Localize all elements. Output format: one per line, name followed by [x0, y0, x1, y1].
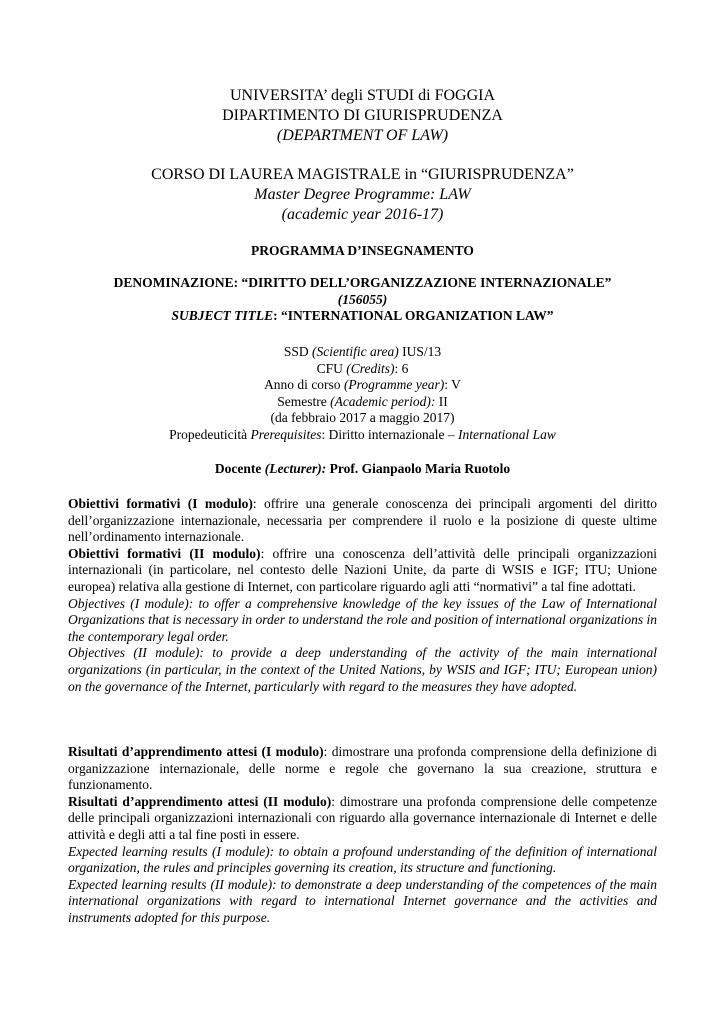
semestre-line [68, 394, 657, 411]
denominazione-value: : “DIRITTO DELL’ORGANIZZAZIONE INTERNAZIONALE” [233, 275, 612, 290]
course-code: (156055) [337, 291, 388, 307]
objectives-module-2-label: Obiettivi formativi (II modulo) [68, 545, 261, 561]
objectives-module-1 [68, 496, 657, 546]
period-line: (da febbraio 2017 a maggio 2017) [270, 410, 455, 426]
academic-year: (academic year 2016-17) [281, 206, 444, 223]
programma-title: PROGRAMMA D’INSEGNAMENTO [251, 243, 474, 258]
objectives-module-2 [68, 546, 657, 596]
results-module-2-text: : dimostrare una profonda comprensione delle competenze delle principali organizzazioni internazionali con riguardo alla governance internazionale di Internet e delle attività e degli atti a tal fine posti in essere. [68, 793, 657, 842]
semestre-label-en: (Academic period): [330, 393, 436, 409]
ssd-value: IUS/13 [398, 344, 442, 359]
results-module-1-en: Expected learning results (I module): to obtain a profound understanding of the definition of international organization, the rules and principles governing its creation, its structure and functioning. [68, 843, 657, 876]
university-name: UNIVERSITA’ degli STUDI di FOGGIA [229, 87, 496, 104]
lecturer-line [68, 461, 657, 477]
denominazione-label: DENOMINAZIONE [113, 275, 234, 290]
denominazione-block [68, 275, 657, 325]
subject-title-label: SUBJECT TITLE [171, 308, 274, 324]
prerequisites-value: : Diritto internazionale – [321, 426, 458, 442]
ssd-line [68, 344, 657, 361]
course-name-en: Master Degree Programme: LAW [254, 186, 471, 203]
department-name-en: (DEPARTMENT OF LAW) [276, 127, 449, 144]
objectives-module-1-label: Obiettivi formativi (I modulo) [68, 496, 253, 511]
prerequisites-line [68, 427, 657, 444]
cfu-label: CFU [316, 360, 347, 376]
prerequisites-label: Propedeuticità [169, 426, 251, 442]
semestre-value: II [435, 393, 448, 409]
lecturer-name: Prof. Gianpaolo Maria Ruotolo [326, 461, 511, 476]
prerequisites-label-en: Prerequisites [250, 426, 322, 442]
department-name: DIPARTIMENTO DI GIURISPRUDENZA [222, 107, 503, 124]
lecturer-label: Docente [214, 461, 265, 476]
objectives-section [68, 496, 657, 695]
results-module-1 [68, 744, 657, 794]
objectives-module-2-en: Objectives (II module): to provide a deep understanding of the activity of the main international organizations (in particular, in the context of the United Nations, by WSIS and IGF; ITU; European union) on the governance of the Internet, particularly with regard to the measures they have adopted. [68, 645, 657, 694]
course-header [68, 165, 657, 225]
ssd-label: SSD [283, 344, 312, 359]
cfu-value: : 6 [394, 360, 409, 376]
anno-value: : V [444, 377, 461, 393]
semestre-label: Semestre [277, 393, 331, 409]
learning-results-section [68, 744, 657, 927]
anno-line [68, 377, 657, 394]
objectives-module-1-text: : offrire una generale conoscenza dei principali argomenti del diritto dell’organizzazione internazionale, necessaria per comprendere il ruolo e la posizione di queste ultime nell’ordinamento internazionale. [68, 496, 658, 545]
results-module-2-label: Risultati d’apprendimento attesi (II modulo) [68, 793, 332, 809]
anno-label-en: (Programme year) [343, 377, 445, 393]
anno-label: Anno di corso [264, 377, 344, 393]
ssd-label-en: (Scientific area) [311, 344, 399, 359]
subject-title-value: : “INTERNATIONAL ORGANIZATION LAW” [273, 308, 554, 324]
results-module-2 [68, 794, 657, 844]
cfu-label-en: (Credits) [346, 360, 395, 376]
lecturer-label-en: (Lecturer): [264, 461, 327, 476]
course-name: CORSO DI LAUREA MAGISTRALE in “GIURISPRUDENZA” [151, 166, 574, 183]
results-module-1-label: Risultati d’apprendimento attesi (I modulo) [68, 744, 324, 759]
results-module-1-text: : dimostrare una profonda comprensione della definizione di organizzazione internazionale, delle norme e regole che governano la sua creazione, struttura e funzionamento. [68, 744, 657, 793]
course-info [68, 344, 657, 444]
university-header [68, 86, 657, 146]
results-module-2-en: Expected learning results (II module): to demonstrate a deep understanding of the competences of the main international organizations with regard to international Internet governance and the activities and instruments adopted for this purpose. [68, 876, 657, 925]
objectives-module-2-text: : offrire una conoscenza dell’attività delle principali organizzazioni internazionali (in particolare, nel contesto delle Nazioni Unite, da parte di WSIS e IGF; ITU; Unione europea) relativa alla gestione di Internet, con particolare riguardo agli atti “normativi” a tal fine adottati. [68, 545, 657, 594]
cfu-line [68, 361, 657, 378]
prerequisites-value-en: International Law [457, 426, 556, 442]
objectives-module-1-en: Objectives (I module): to offer a comprehensive knowledge of the key issues of the Law of International Organizations that is necessary in order to understand the role and position of international organizations in the contemporary legal order. [68, 595, 657, 644]
